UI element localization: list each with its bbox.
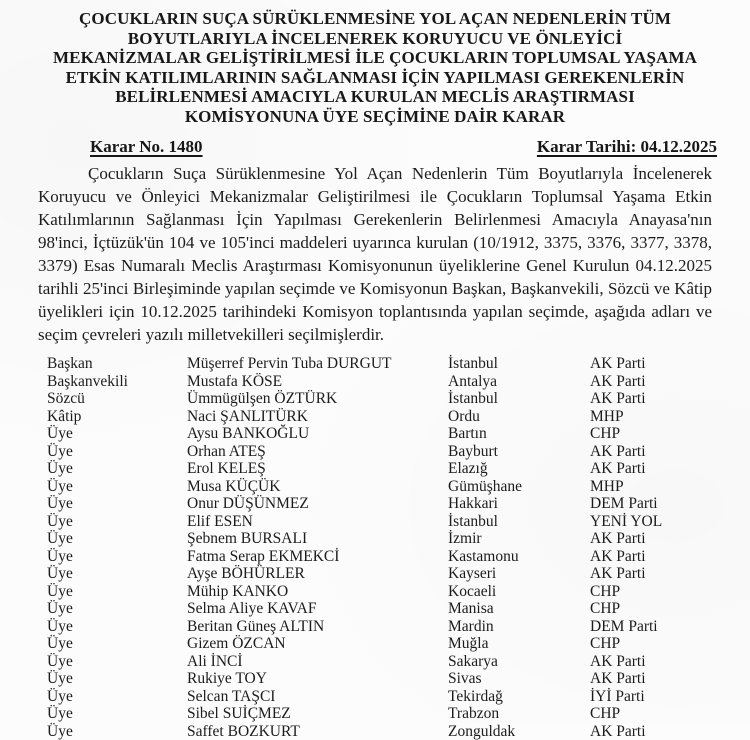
member-row: [47, 478, 750, 496]
member-city: Bartın: [448, 425, 590, 443]
member-name: Selma Aliye KAVAF: [187, 600, 448, 618]
member-party: CHP: [590, 600, 750, 618]
member-row: [47, 600, 750, 618]
member-city: İzmir: [448, 530, 590, 548]
member-name: Saffet BOZKURT: [187, 723, 448, 740]
member-role: Üye: [47, 478, 187, 496]
member-city: Zonguldak: [448, 723, 590, 740]
member-party: MHP: [590, 478, 750, 496]
member-name: Şebnem BURSALI: [187, 530, 448, 548]
member-city: Gümüşhane: [448, 478, 590, 496]
member-role: Üye: [47, 705, 187, 723]
member-row: [47, 513, 750, 531]
members-table: [47, 355, 750, 740]
member-role: Üye: [47, 425, 187, 443]
member-party: AK Parti: [590, 443, 750, 461]
member-name: Naci ŞANLITÜRK: [187, 408, 448, 426]
member-role: Üye: [47, 513, 187, 531]
member-role: Üye: [47, 583, 187, 601]
member-party: CHP: [590, 635, 750, 653]
member-row: [47, 565, 750, 583]
title-line-1: ÇOCUKLARIN SUÇA SÜRÜKLENMESİNE YOL AÇAN NEDENLERİN TÜM: [0, 9, 750, 29]
member-city: Tekirdağ: [448, 688, 590, 706]
decision-paragraph: Çocukların Suça Sürüklenmesine Yol Açan Nedenlerin Tüm Boyutlarıyla İncelenerek Koruyucu ve Önleyici Mekanizmalar Geliştirilmesi ile Çocukların Toplumsal Yaşama Etkin Katılımlarının Sağlanması İçin Yapılması Gerekenlerin Belirlenmesi Amacıyla Anayasa'nın 98'inci, İçtüzük'ün 104 ve 105'inci maddeleri uyarınca kurulan (10/1912, 3375, 3376, 3377, 3378, 3379) Esas Numaralı Meclis Araştırması Komisyonunun üyeliklerine Genel Kurulun 04.12.2025 tarihli 25'inci Birleşiminde yapılan seçimde ve Komisyonun Başkan, Başkanvekili, Sözcü ve Kâtip üyelikleri için 10.12.2025 tarihindeki Komisyon toplantısında yapılan seçimde, aşağıda adları ve seçim çevreleri yazılı milletvekilleri seçilmişlerdir.: [38, 162, 712, 346]
member-city: Kayseri: [448, 565, 590, 583]
member-row: [47, 373, 750, 391]
member-row: [47, 390, 750, 408]
member-city: Hakkari: [448, 495, 590, 513]
member-name: Gizem ÖZCAN: [187, 635, 448, 653]
member-row: [47, 460, 750, 478]
member-party: DEM Parti: [590, 495, 750, 513]
member-name: Ümmügülşen ÖZTÜRK: [187, 390, 448, 408]
member-city: Manisa: [448, 600, 590, 618]
member-name: Fatma Serap EKMEKCİ: [187, 548, 448, 566]
member-party: AK Parti: [590, 723, 750, 740]
member-name: Ayşe BÖHÜRLER: [187, 565, 448, 583]
member-party: AK Parti: [590, 390, 750, 408]
member-city: Ordu: [448, 408, 590, 426]
member-party: YENİ YOL: [590, 513, 750, 531]
decision-date: Karar Tarihi: 04.12.2025: [537, 137, 717, 157]
member-row: [47, 355, 750, 373]
member-city: Muğla: [448, 635, 590, 653]
member-name: Erol KELEŞ: [187, 460, 448, 478]
member-party: AK Parti: [590, 460, 750, 478]
member-city: İstanbul: [448, 513, 590, 531]
member-row: [47, 688, 750, 706]
member-role: Üye: [47, 495, 187, 513]
member-role: Kâtip: [47, 408, 187, 426]
member-row: [47, 705, 750, 723]
member-city: Kastamonu: [448, 548, 590, 566]
member-row: [47, 408, 750, 426]
member-row: [47, 653, 750, 671]
member-name: Ali İNCİ: [187, 653, 448, 671]
member-role: Üye: [47, 688, 187, 706]
member-city: Trabzon: [448, 705, 590, 723]
member-role: Üye: [47, 653, 187, 671]
member-party: DEM Parti: [590, 618, 750, 636]
member-party: AK Parti: [590, 373, 750, 391]
member-role: Üye: [47, 530, 187, 548]
member-row: [47, 583, 750, 601]
member-party: CHP: [590, 583, 750, 601]
member-name: Selcan TAŞCI: [187, 688, 448, 706]
title-line-3: MEKANİZMALAR GELİŞTİRİLMESİ İLE ÇOCUKLARIN TOPLUMSAL YAŞAMA: [0, 48, 750, 68]
decision-number: Karar No. 1480: [90, 137, 203, 157]
member-row: [47, 443, 750, 461]
member-role: Sözcü: [47, 390, 187, 408]
member-name: Sibel SUİÇMEZ: [187, 705, 448, 723]
member-city: İstanbul: [448, 355, 590, 373]
member-party: AK Parti: [590, 355, 750, 373]
member-party: AK Parti: [590, 670, 750, 688]
member-name: Aysu BANKOĞLU: [187, 425, 448, 443]
member-name: Rukiye TOY: [187, 670, 448, 688]
member-role: Üye: [47, 618, 187, 636]
title-line-6: KOMİSYONUNA ÜYE SEÇİMİNE DAİR KARAR: [0, 107, 750, 127]
member-row: [47, 530, 750, 548]
member-party: AK Parti: [590, 530, 750, 548]
title-line-5: BELİRLENMESİ AMACIYLA KURULAN MECLİS ARAŞTIRMASI: [0, 87, 750, 107]
member-role: Başkanvekili: [47, 373, 187, 391]
document-title: [0, 0, 750, 126]
member-name: Müşerref Pervin Tuba DURGUT: [187, 355, 448, 373]
member-role: Üye: [47, 635, 187, 653]
member-name: Onur DÜŞÜNMEZ: [187, 495, 448, 513]
member-role: Üye: [47, 600, 187, 618]
member-role: Üye: [47, 460, 187, 478]
member-row: [47, 670, 750, 688]
member-role: Üye: [47, 723, 187, 740]
member-party: AK Parti: [590, 565, 750, 583]
title-line-2: BOYUTLARIYLA İNCELENEREK KORUYUCU VE ÖNLEYİCİ: [0, 29, 750, 49]
member-name: Mühip KANKO: [187, 583, 448, 601]
member-row: [47, 425, 750, 443]
member-city: Sakarya: [448, 653, 590, 671]
member-party: CHP: [590, 425, 750, 443]
member-row: [47, 635, 750, 653]
member-city: Kocaeli: [448, 583, 590, 601]
member-role: Başkan: [47, 355, 187, 373]
member-name: Beritan Güneş ALTIN: [187, 618, 448, 636]
member-party: İYİ Parti: [590, 688, 750, 706]
member-city: İstanbul: [448, 390, 590, 408]
member-row: [47, 548, 750, 566]
member-name: Elif ESEN: [187, 513, 448, 531]
member-role: Üye: [47, 565, 187, 583]
member-row: [47, 618, 750, 636]
title-line-4: ETKİN KATILIMLARININ SAĞLANMASI İÇİN YAPILMASI GEREKENLERİN: [0, 68, 750, 88]
member-name: Orhan ATEŞ: [187, 443, 448, 461]
member-role: Üye: [47, 443, 187, 461]
member-city: Mardin: [448, 618, 590, 636]
member-name: Musa KÜÇÜK: [187, 478, 448, 496]
member-city: Elazığ: [448, 460, 590, 478]
member-party: CHP: [590, 705, 750, 723]
decision-meta-row: [90, 137, 717, 157]
member-name: Mustafa KÖSE: [187, 373, 448, 391]
member-role: Üye: [47, 670, 187, 688]
member-city: Antalya: [448, 373, 590, 391]
member-party: AK Parti: [590, 548, 750, 566]
member-row: [47, 495, 750, 513]
member-row: [47, 723, 750, 740]
member-party: AK Parti: [590, 653, 750, 671]
member-city: Sivas: [448, 670, 590, 688]
member-city: Bayburt: [448, 443, 590, 461]
member-role: Üye: [47, 548, 187, 566]
member-party: MHP: [590, 408, 750, 426]
